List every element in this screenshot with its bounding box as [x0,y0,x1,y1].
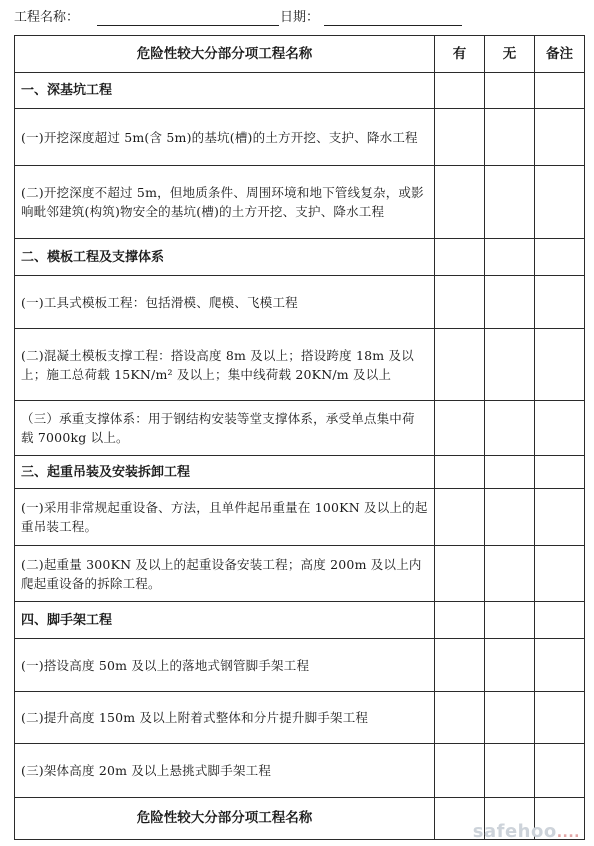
no-cell[interactable] [485,744,535,798]
table-header-row [15,36,585,73]
item-text: (一)采用非常规起重设备、方法，且单件起吊重量在 100KN 及以上的起重吊装工程。 [15,489,435,546]
remark-cell[interactable] [535,456,585,489]
date-label: 日期： [280,10,320,25]
yes-cell[interactable] [435,692,485,744]
col-header-remark: 备注 [535,36,585,73]
item-text: (二)混凝土模板支撑工程：搭设高度 8m 及以上；搭设跨度 18m 及以上；施工总荷载 15KN/m² 及以上；集中线荷载 20KN/m 及以上 [15,329,435,401]
remark-cell[interactable] [535,73,585,109]
yes-cell[interactable] [435,401,485,456]
section-title: 三、起重吊装及安装拆卸工程 [15,456,435,489]
remark-cell[interactable] [535,546,585,602]
no-cell[interactable] [485,329,535,401]
section-row [15,602,585,639]
item-row [15,639,585,692]
no-cell[interactable] [485,489,535,546]
section-row [15,73,585,109]
no-cell[interactable] [485,239,535,276]
form-header [14,8,584,28]
item-text: (一)搭设高度 50m 及以上的落地式钢管脚手架工程 [15,639,435,692]
section-title: 一、深基坑工程 [15,73,435,109]
yes-cell[interactable] [435,166,485,239]
item-row [15,166,585,239]
no-cell[interactable] [485,456,535,489]
yes-cell[interactable] [435,239,485,276]
yes-cell[interactable] [435,456,485,489]
remark-cell[interactable] [535,276,585,329]
remark-cell[interactable] [535,401,585,456]
yes-cell[interactable] [435,639,485,692]
col-header-yes: 有 [435,36,485,73]
no-cell[interactable] [485,639,535,692]
date-field[interactable] [324,25,462,26]
remark-cell[interactable] [535,602,585,639]
no-cell[interactable] [485,166,535,239]
item-row [15,744,585,798]
project-name-label: 工程名称： [14,10,80,25]
item-row [15,109,585,166]
yes-cell[interactable] [435,744,485,798]
col-header-name: 危险性较大分部分项工程名称 [15,36,435,73]
remark-cell[interactable] [535,239,585,276]
item-text: (一)开挖深度超过 5m(含 5m)的基坑(槽)的土方开挖、支护、降水工程 [15,109,435,166]
item-text: (二)提升高度 150m 及以上附着式整体和分片提升脚手架工程 [15,692,435,744]
no-cell[interactable] [485,73,535,109]
yes-cell[interactable] [435,489,485,546]
item-row [15,329,585,401]
yes-cell[interactable] [435,73,485,109]
item-text: (二)起重量 300KN 及以上的起重设备安装工程；高度 200m 及以上内爬起重设备的拆除工程。 [15,546,435,602]
section-row [15,239,585,276]
no-cell[interactable] [485,546,535,602]
remark-cell[interactable] [535,692,585,744]
no-cell[interactable] [485,276,535,329]
item-row [15,692,585,744]
section-row [15,456,585,489]
hazard-checklist-table [14,35,585,840]
watermark-logo [473,821,580,842]
watermark-dots: .... [556,825,580,841]
item-row [15,401,585,456]
section-title: 二、模板工程及支撑体系 [15,239,435,276]
footer-title: 危险性较大分部分项工程名称 [15,798,435,840]
yes-cell[interactable] [435,276,485,329]
watermark-text: safehoo [472,821,557,842]
remark-cell[interactable] [535,166,585,239]
section-title: 四、脚手架工程 [15,602,435,639]
remark-cell[interactable] [535,109,585,166]
yes-cell[interactable] [435,109,485,166]
item-row [15,546,585,602]
no-cell[interactable] [485,692,535,744]
item-text: (三)架体高度 20m 及以上悬挑式脚手架工程 [15,744,435,798]
remark-cell[interactable] [535,639,585,692]
item-row [15,276,585,329]
item-text: （三）承重支撑体系：用于钢结构安装等堂支撑体系，承受单点集中荷 载 7000kg 以上。 [15,401,435,456]
item-row [15,489,585,546]
no-cell[interactable] [485,109,535,166]
remark-cell[interactable] [535,744,585,798]
yes-cell[interactable] [435,329,485,401]
col-header-no: 无 [485,36,535,73]
no-cell[interactable] [485,401,535,456]
yes-cell[interactable] [435,602,485,639]
yes-cell[interactable] [435,546,485,602]
remark-cell[interactable] [535,329,585,401]
item-text: (二)开挖深度不超过 5m，但地质条件、周围环境和地下管线复杂，或影响毗邻建筑(构筑)物安全的基坑(槽)的土方开挖、支护、降水工程 [15,166,435,239]
item-text: (一)工具式模板工程：包括滑模、爬模、飞模工程 [15,276,435,329]
project-name-field[interactable] [97,25,279,26]
remark-cell[interactable] [535,489,585,546]
no-cell[interactable] [485,602,535,639]
